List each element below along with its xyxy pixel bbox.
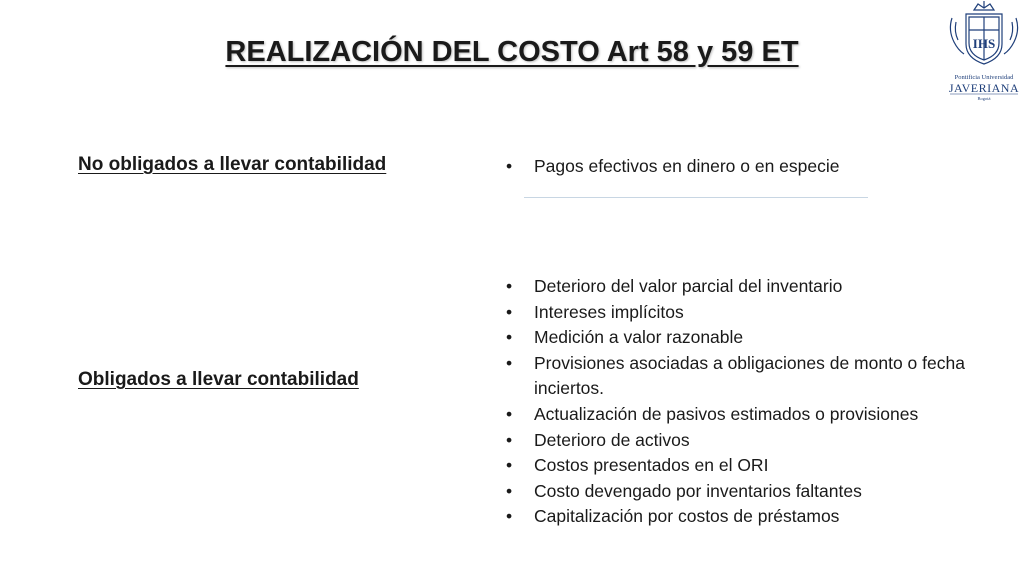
list-item: • Deterioro del valor parcial del inventario <box>506 274 976 300</box>
list-item: • Capitalización por costos de préstamos <box>506 504 976 530</box>
list-item: • Costos presentados en el ORI <box>506 453 976 479</box>
logo-line1: Pontificia Universidad <box>954 74 1014 81</box>
bullet-list-obligados <box>506 274 976 530</box>
list-item: • Pagos efectivos en dinero o en especie <box>506 154 976 180</box>
heading-no-obligados: No obligados a llevar contabilidad <box>78 154 387 175</box>
slide-title: REALIZACIÓN DEL COSTO Art 58 y 59 ET <box>225 36 799 68</box>
university-logo <box>944 0 1024 104</box>
bullet-list-no-obligados <box>506 154 976 180</box>
logo-emblem: IHS <box>972 36 996 51</box>
logo-line2: JAVERIANA <box>948 81 1020 95</box>
logo-line3: Bogotá <box>977 96 991 101</box>
list-item: • Medición a valor razonable <box>506 325 976 351</box>
list-item: • Deterioro de activos <box>506 428 976 454</box>
divider-line <box>524 197 868 198</box>
list-item: • Actualización de pasivos estimados o provisiones <box>506 402 976 428</box>
list-item: • Costo devengado por inventarios faltantes <box>506 479 976 505</box>
list-item: • Provisiones asociadas a obligaciones de monto o fecha inciertos. <box>506 351 976 402</box>
heading-obligados: Obligados a llevar contabilidad <box>78 369 359 390</box>
list-item: • Intereses implícitos <box>506 300 976 326</box>
